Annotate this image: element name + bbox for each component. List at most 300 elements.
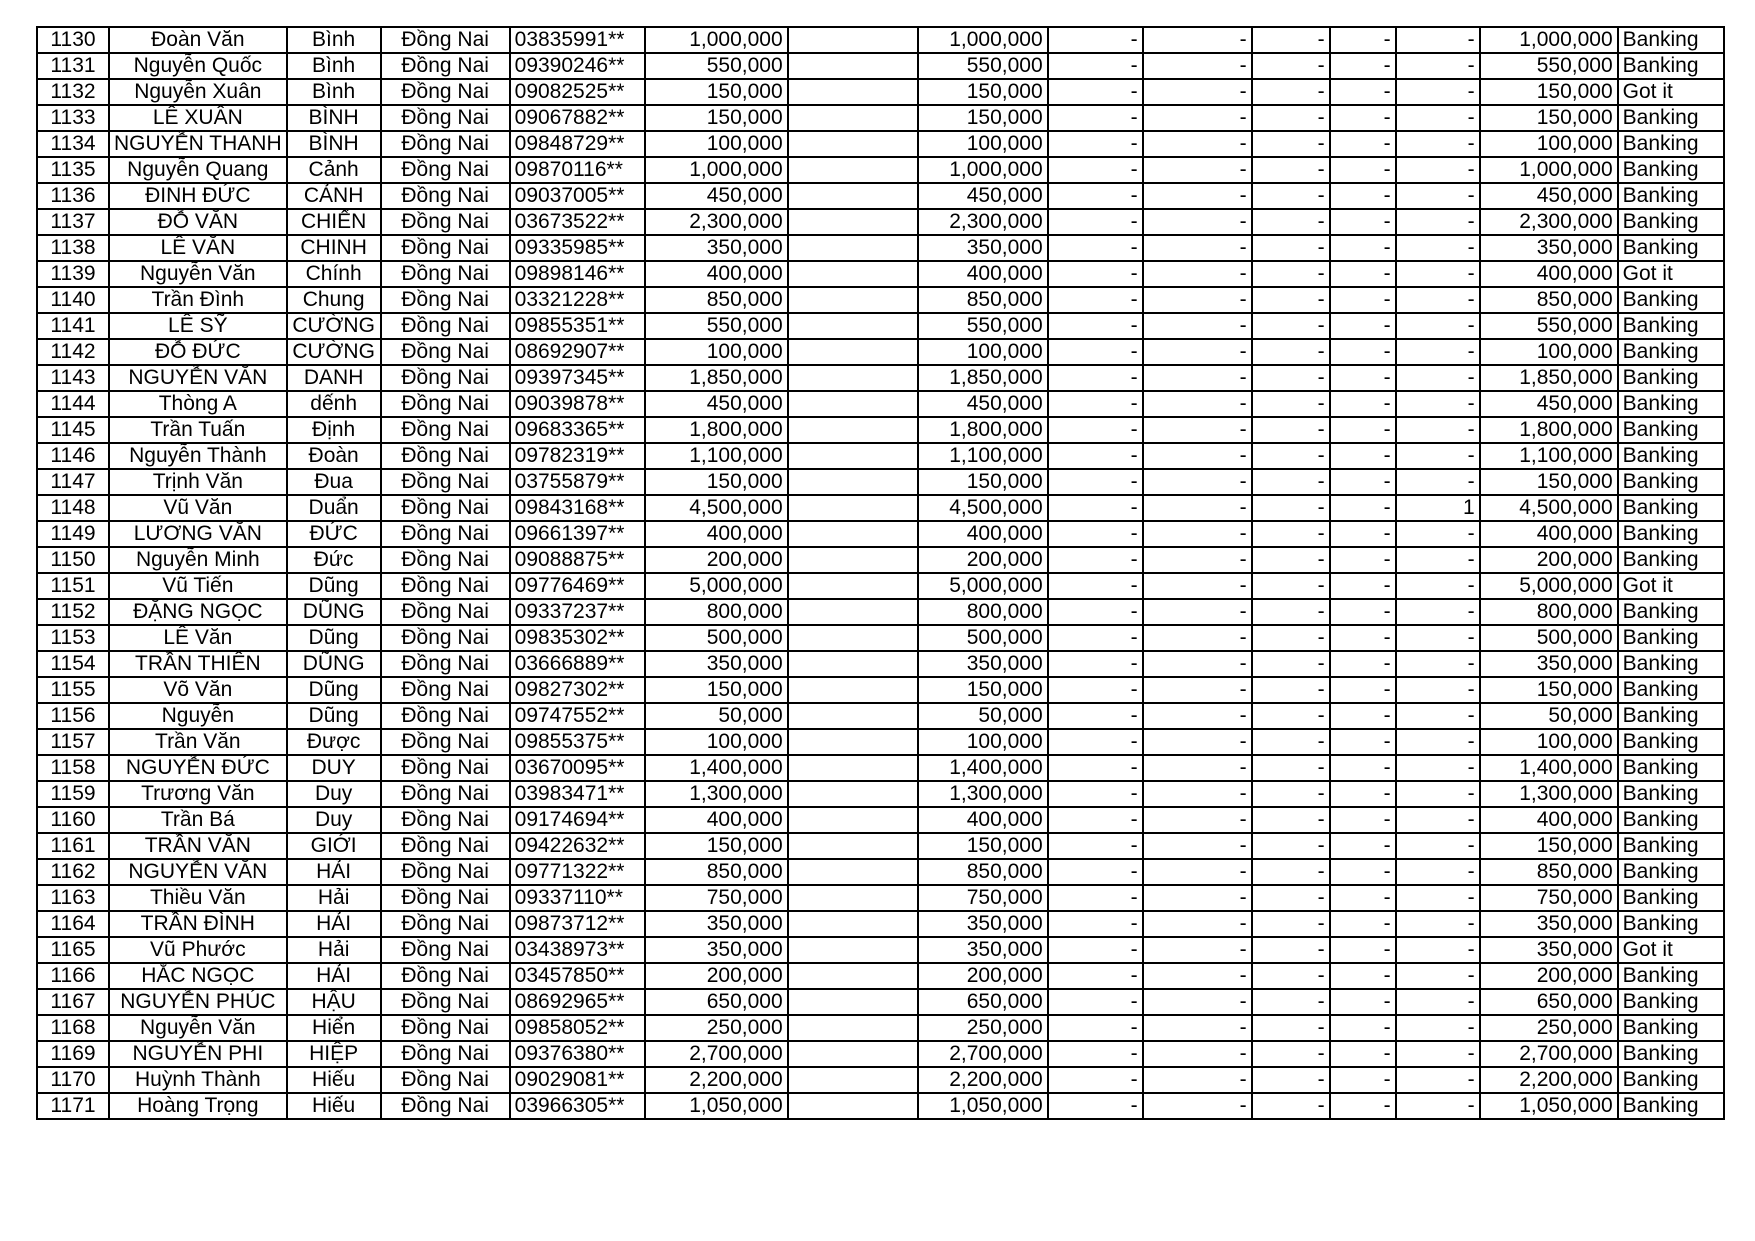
col-d-cell: -	[1330, 833, 1396, 859]
blank-cell	[788, 261, 918, 287]
col-c-cell: -	[1252, 183, 1330, 209]
phone-cell: 09827302**	[510, 677, 645, 703]
province-cell: Đồng Nai	[381, 807, 510, 833]
col-b-cell: -	[1143, 105, 1252, 131]
total-cell: 650,000	[1480, 989, 1618, 1015]
amount2-cell: 100,000	[918, 131, 1048, 157]
col-d-cell: -	[1330, 287, 1396, 313]
phone-cell: 09683365**	[510, 417, 645, 443]
col-c-cell: -	[1252, 1041, 1330, 1067]
blank-cell	[788, 989, 918, 1015]
blank-cell	[788, 781, 918, 807]
amount2-cell: 850,000	[918, 859, 1048, 885]
amount2-cell: 50,000	[918, 703, 1048, 729]
amount-cell: 2,700,000	[645, 1041, 788, 1067]
amount2-cell: 100,000	[918, 339, 1048, 365]
surname-cell: Huỳnh Thành	[109, 1067, 287, 1093]
given-name-cell: dếnh	[287, 391, 381, 417]
row-index: 1150	[37, 547, 109, 573]
amount2-cell: 850,000	[918, 287, 1048, 313]
amount2-cell: 2,200,000	[918, 1067, 1048, 1093]
blank-cell	[788, 53, 918, 79]
blank-cell	[788, 963, 918, 989]
phone-cell: 09848729**	[510, 131, 645, 157]
table-row	[37, 729, 1724, 755]
col-e-cell: -	[1396, 469, 1480, 495]
col-d-cell: -	[1330, 651, 1396, 677]
surname-cell: LÊ VĂN	[109, 235, 287, 261]
amount2-cell: 1,000,000	[918, 157, 1048, 183]
total-cell: 1,800,000	[1480, 417, 1618, 443]
table-row	[37, 79, 1724, 105]
row-index: 1165	[37, 937, 109, 963]
blank-cell	[788, 833, 918, 859]
total-cell: 750,000	[1480, 885, 1618, 911]
row-index: 1154	[37, 651, 109, 677]
blank-cell	[788, 339, 918, 365]
phone-cell: 09335985**	[510, 235, 645, 261]
amount-cell: 500,000	[645, 625, 788, 651]
given-name-cell: Định	[287, 417, 381, 443]
total-cell: 850,000	[1480, 287, 1618, 313]
surname-cell: TRẦN ĐÌNH	[109, 911, 287, 937]
given-name-cell: Duy	[287, 781, 381, 807]
table-row	[37, 209, 1724, 235]
col-a-cell: -	[1048, 417, 1143, 443]
col-c-cell: -	[1252, 677, 1330, 703]
blank-cell	[788, 443, 918, 469]
col-e-cell: -	[1396, 703, 1480, 729]
given-name-cell: Hiếu	[287, 1067, 381, 1093]
col-a-cell: -	[1048, 651, 1143, 677]
surname-cell: Nguyễn Văn	[109, 261, 287, 287]
col-d-cell: -	[1330, 1067, 1396, 1093]
method-cell: Banking	[1618, 547, 1724, 573]
table-row	[37, 547, 1724, 573]
col-b-cell: -	[1143, 651, 1252, 677]
col-c-cell: -	[1252, 417, 1330, 443]
given-name-cell: Dũng	[287, 677, 381, 703]
surname-cell: NGUYỄN PHÚC	[109, 989, 287, 1015]
phone-cell: 09029081**	[510, 1067, 645, 1093]
amount-cell: 150,000	[645, 79, 788, 105]
surname-cell: Võ Văn	[109, 677, 287, 703]
col-c-cell: -	[1252, 313, 1330, 339]
province-cell: Đồng Nai	[381, 495, 510, 521]
phone-cell: 09747552**	[510, 703, 645, 729]
col-b-cell: -	[1143, 131, 1252, 157]
total-cell: 5,000,000	[1480, 573, 1618, 599]
col-b-cell: -	[1143, 521, 1252, 547]
row-index: 1161	[37, 833, 109, 859]
method-cell: Banking	[1618, 1015, 1724, 1041]
col-a-cell: -	[1048, 755, 1143, 781]
phone-cell: 08692965**	[510, 989, 645, 1015]
table-row	[37, 911, 1724, 937]
province-cell: Đồng Nai	[381, 885, 510, 911]
amount2-cell: 250,000	[918, 1015, 1048, 1041]
method-cell: Banking	[1618, 313, 1724, 339]
table-row	[37, 573, 1724, 599]
amount2-cell: 400,000	[918, 521, 1048, 547]
col-e-cell: -	[1396, 235, 1480, 261]
row-index: 1147	[37, 469, 109, 495]
method-cell: Banking	[1618, 27, 1724, 53]
province-cell: Đồng Nai	[381, 911, 510, 937]
col-e-cell: -	[1396, 885, 1480, 911]
surname-cell: Đoàn Văn	[109, 27, 287, 53]
phone-cell: 09397345**	[510, 365, 645, 391]
table-row	[37, 1041, 1724, 1067]
surname-cell: NGUYỄN PHI	[109, 1041, 287, 1067]
col-a-cell: -	[1048, 937, 1143, 963]
total-cell: 4,500,000	[1480, 495, 1618, 521]
col-b-cell: -	[1143, 1093, 1252, 1119]
amount-cell: 1,300,000	[645, 781, 788, 807]
amount-cell: 250,000	[645, 1015, 788, 1041]
blank-cell	[788, 729, 918, 755]
province-cell: Đồng Nai	[381, 287, 510, 313]
amount-cell: 850,000	[645, 859, 788, 885]
given-name-cell: CƯỜNG	[287, 339, 381, 365]
table-row	[37, 287, 1724, 313]
province-cell: Đồng Nai	[381, 625, 510, 651]
total-cell: 200,000	[1480, 963, 1618, 989]
phone-cell: 09422632**	[510, 833, 645, 859]
col-a-cell: -	[1048, 625, 1143, 651]
method-cell: Banking	[1618, 469, 1724, 495]
method-cell: Banking	[1618, 807, 1724, 833]
col-a-cell: -	[1048, 1041, 1143, 1067]
surname-cell: Nguyễn Văn	[109, 1015, 287, 1041]
given-name-cell: ĐỨC	[287, 521, 381, 547]
surname-cell: Vũ Văn	[109, 495, 287, 521]
col-a-cell: -	[1048, 963, 1143, 989]
col-b-cell: -	[1143, 937, 1252, 963]
phone-cell: 03670095**	[510, 755, 645, 781]
amount2-cell: 350,000	[918, 911, 1048, 937]
surname-cell: ĐỖ VĂN	[109, 209, 287, 235]
col-e-cell: -	[1396, 1015, 1480, 1041]
col-b-cell: -	[1143, 27, 1252, 53]
col-a-cell: -	[1048, 495, 1143, 521]
row-index: 1135	[37, 157, 109, 183]
col-b-cell: -	[1143, 391, 1252, 417]
amount-cell: 750,000	[645, 885, 788, 911]
col-e-cell: -	[1396, 391, 1480, 417]
phone-cell: 09776469**	[510, 573, 645, 599]
amount2-cell: 450,000	[918, 183, 1048, 209]
row-index: 1156	[37, 703, 109, 729]
row-index: 1167	[37, 989, 109, 1015]
amount-cell: 150,000	[645, 105, 788, 131]
col-a-cell: -	[1048, 1093, 1143, 1119]
col-b-cell: -	[1143, 1041, 1252, 1067]
method-cell: Banking	[1618, 365, 1724, 391]
amount2-cell: 350,000	[918, 651, 1048, 677]
table-row	[37, 27, 1724, 53]
col-e-cell: -	[1396, 105, 1480, 131]
col-a-cell: -	[1048, 105, 1143, 131]
province-cell: Đồng Nai	[381, 755, 510, 781]
blank-cell	[788, 937, 918, 963]
given-name-cell: Cảnh	[287, 157, 381, 183]
col-b-cell: -	[1143, 53, 1252, 79]
province-cell: Đồng Nai	[381, 1067, 510, 1093]
blank-cell	[788, 651, 918, 677]
table-row	[37, 235, 1724, 261]
col-e-cell: 1	[1396, 495, 1480, 521]
amount-cell: 200,000	[645, 547, 788, 573]
col-a-cell: -	[1048, 833, 1143, 859]
province-cell: Đồng Nai	[381, 27, 510, 53]
surname-cell: Nguyễn Thành	[109, 443, 287, 469]
col-a-cell: -	[1048, 313, 1143, 339]
table-row	[37, 261, 1724, 287]
method-cell: Banking	[1618, 599, 1724, 625]
col-d-cell: -	[1330, 365, 1396, 391]
col-d-cell: -	[1330, 989, 1396, 1015]
row-index: 1148	[37, 495, 109, 521]
total-cell: 350,000	[1480, 235, 1618, 261]
col-b-cell: -	[1143, 417, 1252, 443]
method-cell: Banking	[1618, 183, 1724, 209]
surname-cell: NGUYỄN VĂN	[109, 859, 287, 885]
col-d-cell: -	[1330, 625, 1396, 651]
col-e-cell: -	[1396, 547, 1480, 573]
total-cell: 400,000	[1480, 521, 1618, 547]
col-b-cell: -	[1143, 625, 1252, 651]
col-d-cell: -	[1330, 963, 1396, 989]
col-b-cell: -	[1143, 209, 1252, 235]
amount2-cell: 200,000	[918, 547, 1048, 573]
given-name-cell: DŨNG	[287, 651, 381, 677]
table-row	[37, 131, 1724, 157]
phone-cell: 09037005**	[510, 183, 645, 209]
col-d-cell: -	[1330, 157, 1396, 183]
col-b-cell: -	[1143, 79, 1252, 105]
method-cell: Banking	[1618, 1041, 1724, 1067]
col-b-cell: -	[1143, 365, 1252, 391]
province-cell: Đồng Nai	[381, 105, 510, 131]
phone-cell: 03673522**	[510, 209, 645, 235]
given-name-cell: Dũng	[287, 573, 381, 599]
amount2-cell: 2,700,000	[918, 1041, 1048, 1067]
blank-cell	[788, 807, 918, 833]
row-index: 1159	[37, 781, 109, 807]
total-cell: 1,100,000	[1480, 443, 1618, 469]
method-cell: Got it	[1618, 937, 1724, 963]
amount-cell: 450,000	[645, 183, 788, 209]
blank-cell	[788, 573, 918, 599]
province-cell: Đồng Nai	[381, 963, 510, 989]
amount-cell: 550,000	[645, 313, 788, 339]
table-row	[37, 833, 1724, 859]
col-d-cell: -	[1330, 755, 1396, 781]
amount-cell: 400,000	[645, 261, 788, 287]
table-row	[37, 1093, 1724, 1119]
amount2-cell: 400,000	[918, 807, 1048, 833]
table-row	[37, 781, 1724, 807]
table-row	[37, 599, 1724, 625]
row-index: 1163	[37, 885, 109, 911]
amount-cell: 1,000,000	[645, 27, 788, 53]
blank-cell	[788, 1093, 918, 1119]
surname-cell: ĐỖ ĐỨC	[109, 339, 287, 365]
amount-cell: 2,200,000	[645, 1067, 788, 1093]
blank-cell	[788, 287, 918, 313]
table-row	[37, 989, 1724, 1015]
given-name-cell: Hải	[287, 937, 381, 963]
province-cell: Đồng Nai	[381, 729, 510, 755]
col-d-cell: -	[1330, 469, 1396, 495]
given-name-cell: DUY	[287, 755, 381, 781]
col-b-cell: -	[1143, 599, 1252, 625]
province-cell: Đồng Nai	[381, 989, 510, 1015]
province-cell: Đồng Nai	[381, 1041, 510, 1067]
col-e-cell: -	[1396, 521, 1480, 547]
col-b-cell: -	[1143, 1015, 1252, 1041]
phone-cell: 09337110**	[510, 885, 645, 911]
given-name-cell: HẢI	[287, 859, 381, 885]
col-c-cell: -	[1252, 287, 1330, 313]
given-name-cell: Bình	[287, 53, 381, 79]
given-name-cell: Đua	[287, 469, 381, 495]
col-c-cell: -	[1252, 261, 1330, 287]
col-c-cell: -	[1252, 833, 1330, 859]
given-name-cell: Dũng	[287, 625, 381, 651]
col-a-cell: -	[1048, 365, 1143, 391]
province-cell: Đồng Nai	[381, 651, 510, 677]
col-d-cell: -	[1330, 859, 1396, 885]
col-c-cell: -	[1252, 573, 1330, 599]
method-cell: Banking	[1618, 391, 1724, 417]
province-cell: Đồng Nai	[381, 469, 510, 495]
row-index: 1162	[37, 859, 109, 885]
col-d-cell: -	[1330, 391, 1396, 417]
col-c-cell: -	[1252, 521, 1330, 547]
row-index: 1141	[37, 313, 109, 339]
col-d-cell: -	[1330, 131, 1396, 157]
method-cell: Banking	[1618, 755, 1724, 781]
amount-cell: 150,000	[645, 469, 788, 495]
col-d-cell: -	[1330, 53, 1396, 79]
table-row	[37, 937, 1724, 963]
col-b-cell: -	[1143, 911, 1252, 937]
blank-cell	[788, 131, 918, 157]
blank-cell	[788, 1041, 918, 1067]
table-row	[37, 807, 1724, 833]
col-e-cell: -	[1396, 157, 1480, 183]
col-e-cell: -	[1396, 833, 1480, 859]
col-b-cell: -	[1143, 157, 1252, 183]
col-d-cell: -	[1330, 261, 1396, 287]
method-cell: Banking	[1618, 209, 1724, 235]
province-cell: Đồng Nai	[381, 417, 510, 443]
col-d-cell: -	[1330, 105, 1396, 131]
method-cell: Banking	[1618, 885, 1724, 911]
col-e-cell: -	[1396, 807, 1480, 833]
blank-cell	[788, 27, 918, 53]
table-row	[37, 677, 1724, 703]
amount-cell: 1,100,000	[645, 443, 788, 469]
col-e-cell: -	[1396, 417, 1480, 443]
total-cell: 400,000	[1480, 261, 1618, 287]
col-a-cell: -	[1048, 573, 1143, 599]
total-cell: 150,000	[1480, 833, 1618, 859]
col-c-cell: -	[1252, 105, 1330, 131]
amount-cell: 1,000,000	[645, 157, 788, 183]
amount-cell: 50,000	[645, 703, 788, 729]
row-index: 1169	[37, 1041, 109, 1067]
col-c-cell: -	[1252, 781, 1330, 807]
table-row	[37, 1015, 1724, 1041]
col-a-cell: -	[1048, 989, 1143, 1015]
given-name-cell: Đức	[287, 547, 381, 573]
amount-cell: 1,400,000	[645, 755, 788, 781]
col-c-cell: -	[1252, 703, 1330, 729]
col-c-cell: -	[1252, 339, 1330, 365]
amount-cell: 850,000	[645, 287, 788, 313]
total-cell: 1,000,000	[1480, 27, 1618, 53]
donation-table	[36, 26, 1725, 1120]
given-name-cell: CƯỜNG	[287, 313, 381, 339]
method-cell: Banking	[1618, 625, 1724, 651]
surname-cell: LƯƠNG VĂN	[109, 521, 287, 547]
given-name-cell: HIỆP	[287, 1041, 381, 1067]
table-row	[37, 391, 1724, 417]
col-b-cell: -	[1143, 989, 1252, 1015]
col-d-cell: -	[1330, 807, 1396, 833]
col-c-cell: -	[1252, 911, 1330, 937]
province-cell: Đồng Nai	[381, 521, 510, 547]
blank-cell	[788, 625, 918, 651]
table-row	[37, 495, 1724, 521]
given-name-cell: Đoàn	[287, 443, 381, 469]
table-row	[37, 313, 1724, 339]
method-cell: Got it	[1618, 79, 1724, 105]
amount-cell: 350,000	[645, 651, 788, 677]
phone-cell: 03457850**	[510, 963, 645, 989]
total-cell: 150,000	[1480, 469, 1618, 495]
col-d-cell: -	[1330, 313, 1396, 339]
surname-cell: Vũ Phước	[109, 937, 287, 963]
amount2-cell: 200,000	[918, 963, 1048, 989]
total-cell: 150,000	[1480, 677, 1618, 703]
col-a-cell: -	[1048, 781, 1143, 807]
total-cell: 1,400,000	[1480, 755, 1618, 781]
amount2-cell: 1,400,000	[918, 755, 1048, 781]
col-e-cell: -	[1396, 729, 1480, 755]
col-d-cell: -	[1330, 1093, 1396, 1119]
row-index: 1171	[37, 1093, 109, 1119]
col-d-cell: -	[1330, 209, 1396, 235]
col-e-cell: -	[1396, 79, 1480, 105]
phone-cell: 09067882**	[510, 105, 645, 131]
blank-cell	[788, 417, 918, 443]
col-e-cell: -	[1396, 1067, 1480, 1093]
col-c-cell: -	[1252, 885, 1330, 911]
col-e-cell: -	[1396, 963, 1480, 989]
col-a-cell: -	[1048, 157, 1143, 183]
province-cell: Đồng Nai	[381, 443, 510, 469]
table-row	[37, 963, 1724, 989]
amount2-cell: 1,100,000	[918, 443, 1048, 469]
blank-cell	[788, 1015, 918, 1041]
table-row	[37, 157, 1724, 183]
row-index: 1131	[37, 53, 109, 79]
blank-cell	[788, 911, 918, 937]
